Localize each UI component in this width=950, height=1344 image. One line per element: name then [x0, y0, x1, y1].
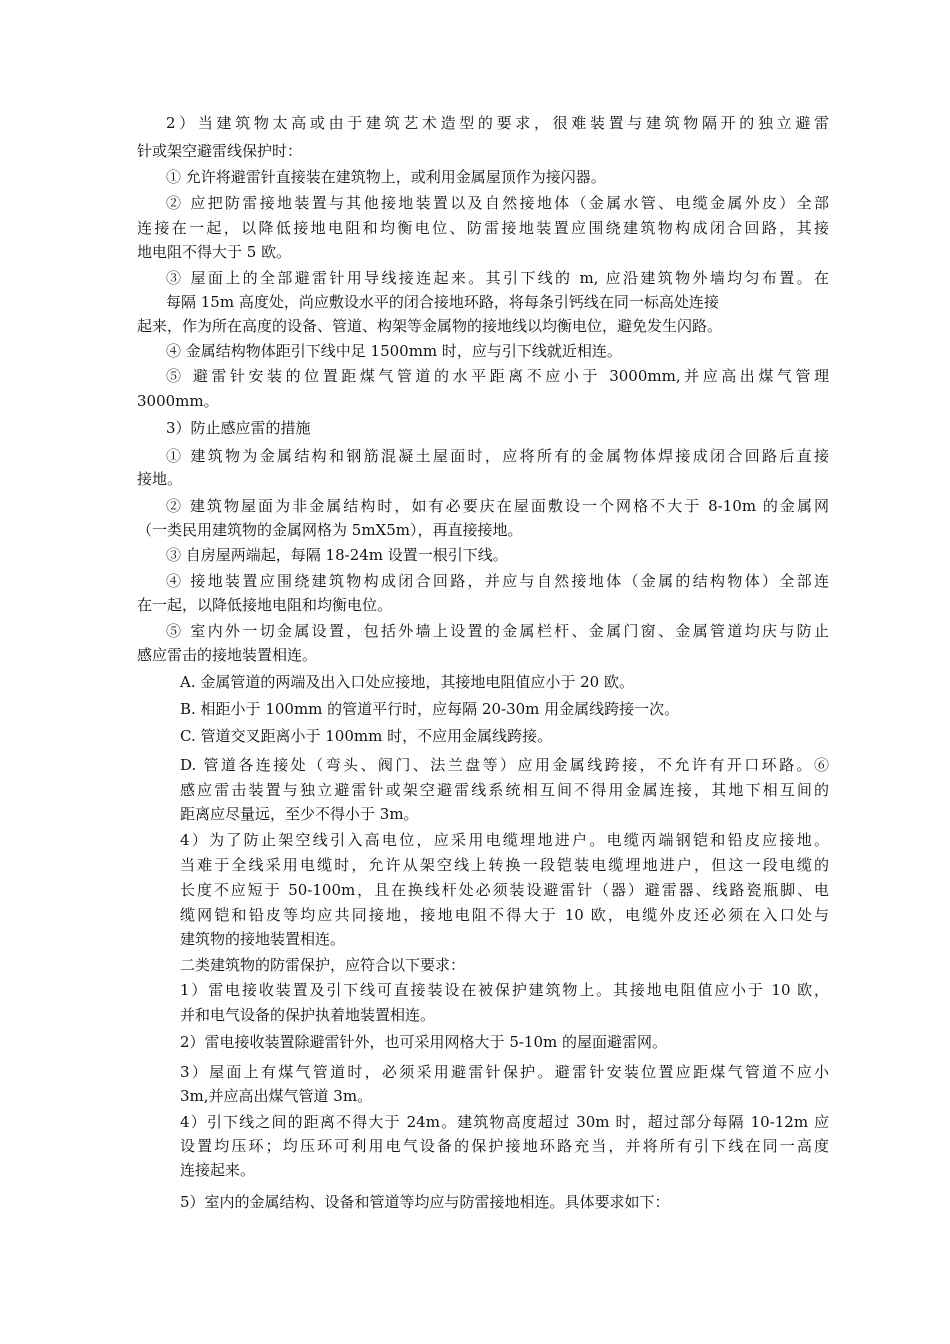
- text-line: ④ 金属结构物体距引下线中足 1500mm 时，应与引下线就近相连。: [166, 342, 622, 360]
- text-line: 5）室内的金属结构、设备和管道等均应与防雷接地相连。具体要求如下：: [180, 1193, 670, 1211]
- text-line: 2）雷电接收装置除避雷针外，也可采用网格大于 5-10m 的屋面避雷网。: [180, 1033, 668, 1051]
- text-line: ① 允许将避雷针直接装在建筑物上，或利用金属屋顶作为接闪器。: [166, 168, 606, 186]
- text-line: 当难于全线采用电缆时，允许从架空线上转换一段铠装电缆埋地进户，但这一段电缆的: [180, 856, 829, 874]
- text-line: 3m,并应高出煤气管道 3m。: [180, 1087, 373, 1105]
- text-line: 设置均压环；均压环可利用电气设备的保护接地环路充当，并将所有引下线在同一高度: [180, 1137, 829, 1155]
- text-line: 连接在一起，以降低接地电阻和均衡电位、防雷接地装置应围绕建筑物构成闭合回路，其接: [137, 219, 829, 237]
- text-line: ② 建筑物屋面为非金属结构时，如有必要庆在屋面敷设一个网格不大于 8-10m 的金属网: [166, 497, 829, 515]
- text-line: 起来，作为所在高度的设备、管道、构架等金属物的接地线以均衡电位，避免发生闪路。: [137, 317, 723, 335]
- text-line: 长度不应短于 50-100m，且在换线杆处必须装设避雷针（器）避雷器、线路瓷瓶脚、电: [180, 881, 829, 899]
- text-line: 缆网铠和铅皮等均应共同接地，接地电阻不得大于 10 欧，电缆外皮还必须在入口处与: [180, 906, 829, 924]
- text-line: ② 应把防雷接地装置与其他接地装置以及自然接地体（金属水管、电缆金属外皮）全部: [166, 194, 829, 212]
- text-line: ① 建筑物为金属结构和钢筋混凝土屋面时，应将所有的金属物体焊接成闭合回路后直接: [166, 447, 829, 465]
- text-line: 4）引下线之间的距离不得大于 24m。建筑物高度超过 30m 时，超过部分每隔 10-12m 应: [180, 1113, 829, 1131]
- text-line: 并和电气设备的保护执着地装置相连。: [180, 1006, 436, 1024]
- text-line: ③ 自房屋两端起，每隔 18-24m 设置一根引下线。: [166, 546, 508, 564]
- text-line: 在一起，以降低接地电阻和均衡电位。: [137, 596, 393, 614]
- text-line: 建筑物的接地装置相连。: [180, 930, 346, 948]
- text-line: ⑤ 避雷针安装的位置距煤气管道的水平距离不应小于 3000mm,并应高出煤气管理: [166, 367, 829, 385]
- text-line: 每隔 15m 高度处，尚应敷设水平的闭合接地环路，将每条引钙线在同一标高处连接: [166, 293, 719, 311]
- text-line: 感应雷击装置与独立避雷针或架空避雷线系统相互间不得用金属连接，其地下相互间的: [180, 781, 829, 799]
- text-line: 针或架空避雷线保护时：: [137, 142, 303, 160]
- text-line: B. 相距小于 100mm 的管道平行时，应每隔 20-30m 用金属线跨接一次。: [180, 700, 680, 718]
- text-line: 二类建筑物的防雷保护，应符合以下要求：: [180, 956, 466, 974]
- text-line: ④ 接地装置应围绕建筑物构成闭合回路，并应与自然接地体（金属的结构物体）全部连: [166, 572, 829, 590]
- text-line: 3）屋面上有煤气管道时，必须采用避雷针保护。避雷针安装位置应距煤气管道不应小: [180, 1063, 829, 1081]
- text-line: ③ 屋面上的全部避雷针用导线接连起来。其引下线的 m, 应沿建筑物外墙均匀布置。在: [166, 269, 829, 287]
- text-line: 距离应尽量远，至少不得小于 3m。: [180, 805, 419, 823]
- text-line: （一类民用建筑物的金属网格为 5mX5m），再直接接地。: [137, 521, 523, 539]
- text-line: ⑤ 室内外一切金属设置，包括外墙上设置的金属栏杆、金属门窗、金属管道均庆与防止: [166, 622, 829, 640]
- text-line: 连接起来。: [180, 1161, 256, 1179]
- text-line: A. 金属管道的两端及出入口处应接地，其接地电阻值应小于 20 欧。: [180, 673, 634, 691]
- text-line: 2）当建筑物太高或由于建筑艺术造型的要求，很难装置与建筑物隔开的独立避雷: [166, 114, 829, 132]
- text-line: 地电阻不得大于 5 欧。: [137, 243, 292, 261]
- text-line: 4）为了防止架空线引入高电位，应采用电缆埋地进户。电缆丙端钢铠和铅皮应接地。: [180, 831, 829, 849]
- text-line: 接地。: [137, 470, 183, 488]
- text-line: 1）雷电接收装置及引下线可直接装设在被保护建筑物上。其接地电阻值应小于 10 欧，: [180, 981, 829, 999]
- text-line: 3）防止感应雷的措施: [166, 419, 311, 437]
- text-line: 感应雷击的接地装置相连。: [137, 646, 318, 664]
- text-line: 3000mm。: [137, 392, 219, 410]
- text-line: D. 管道各连接处（弯头、阀门、法兰盘等）应用金属线跨接，不允许有开口环路。⑥: [180, 756, 829, 774]
- text-line: C. 管道交叉距离小于 100mm 时，不应用金属线跨接。: [180, 727, 553, 745]
